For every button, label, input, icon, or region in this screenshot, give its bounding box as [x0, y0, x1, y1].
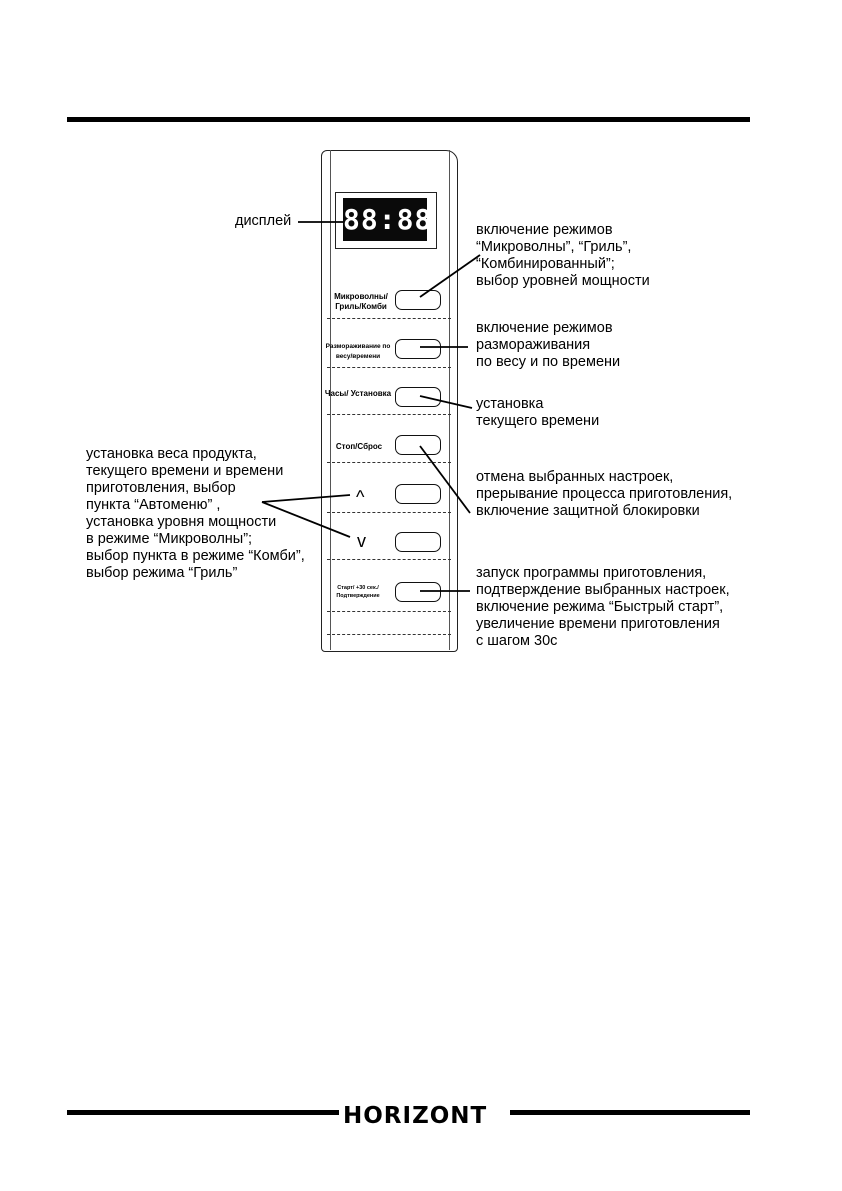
brand-logo: HORIZONT — [343, 1103, 488, 1129]
display-screen: 88:88 — [343, 198, 427, 241]
leader-clock — [420, 396, 472, 408]
up-arrow-icon: ^ — [356, 487, 365, 507]
footer-rule-right — [510, 1110, 750, 1115]
button-label-clock: Часы/ Установка — [324, 389, 392, 398]
arrows-annotation: установка веса продукта, текущего времени и времени приготовления, выбор пункта “Автоменю” , установка уровня мощности в режиме “Микроволны”; выбор пункта в режиме “Комби”, выбор режима “Гриль” — [86, 446, 305, 581]
leader-modes — [420, 255, 480, 297]
leader-stop — [420, 446, 470, 513]
defrost-annotation: включение режимов размораживания по весу и по времени — [476, 320, 621, 370]
footer-rule-left — [67, 1110, 339, 1115]
button-label-stop: Стоп/Сброс — [335, 442, 383, 451]
button-label-start: Старт/ +30 сек./Подтверждение — [336, 585, 380, 599]
clock-annotation: установка текущего времени — [476, 396, 600, 429]
modes-annotation: включение режимов “Микроволны”, “Гриль”, “Комбинированный”; выбор уровней мощности — [476, 222, 650, 289]
down-arrow-icon: v — [357, 531, 366, 551]
stop-annotation: отмена выбранных настроек, прерывание процесса приготовления, включение защитной блокировки — [476, 469, 733, 519]
start-annotation: запуск программы приготовления, подтверждение выбранных настроек, включение режима “Быстрый старт”, увеличение времени приготовления с шагом 30с — [476, 565, 730, 649]
display-annotation: дисплей — [235, 213, 292, 229]
button-label-defrost: Размораживание по весу/времени — [325, 343, 391, 360]
button-label-modes: Микроволны/ Гриль/Комби — [334, 292, 388, 311]
